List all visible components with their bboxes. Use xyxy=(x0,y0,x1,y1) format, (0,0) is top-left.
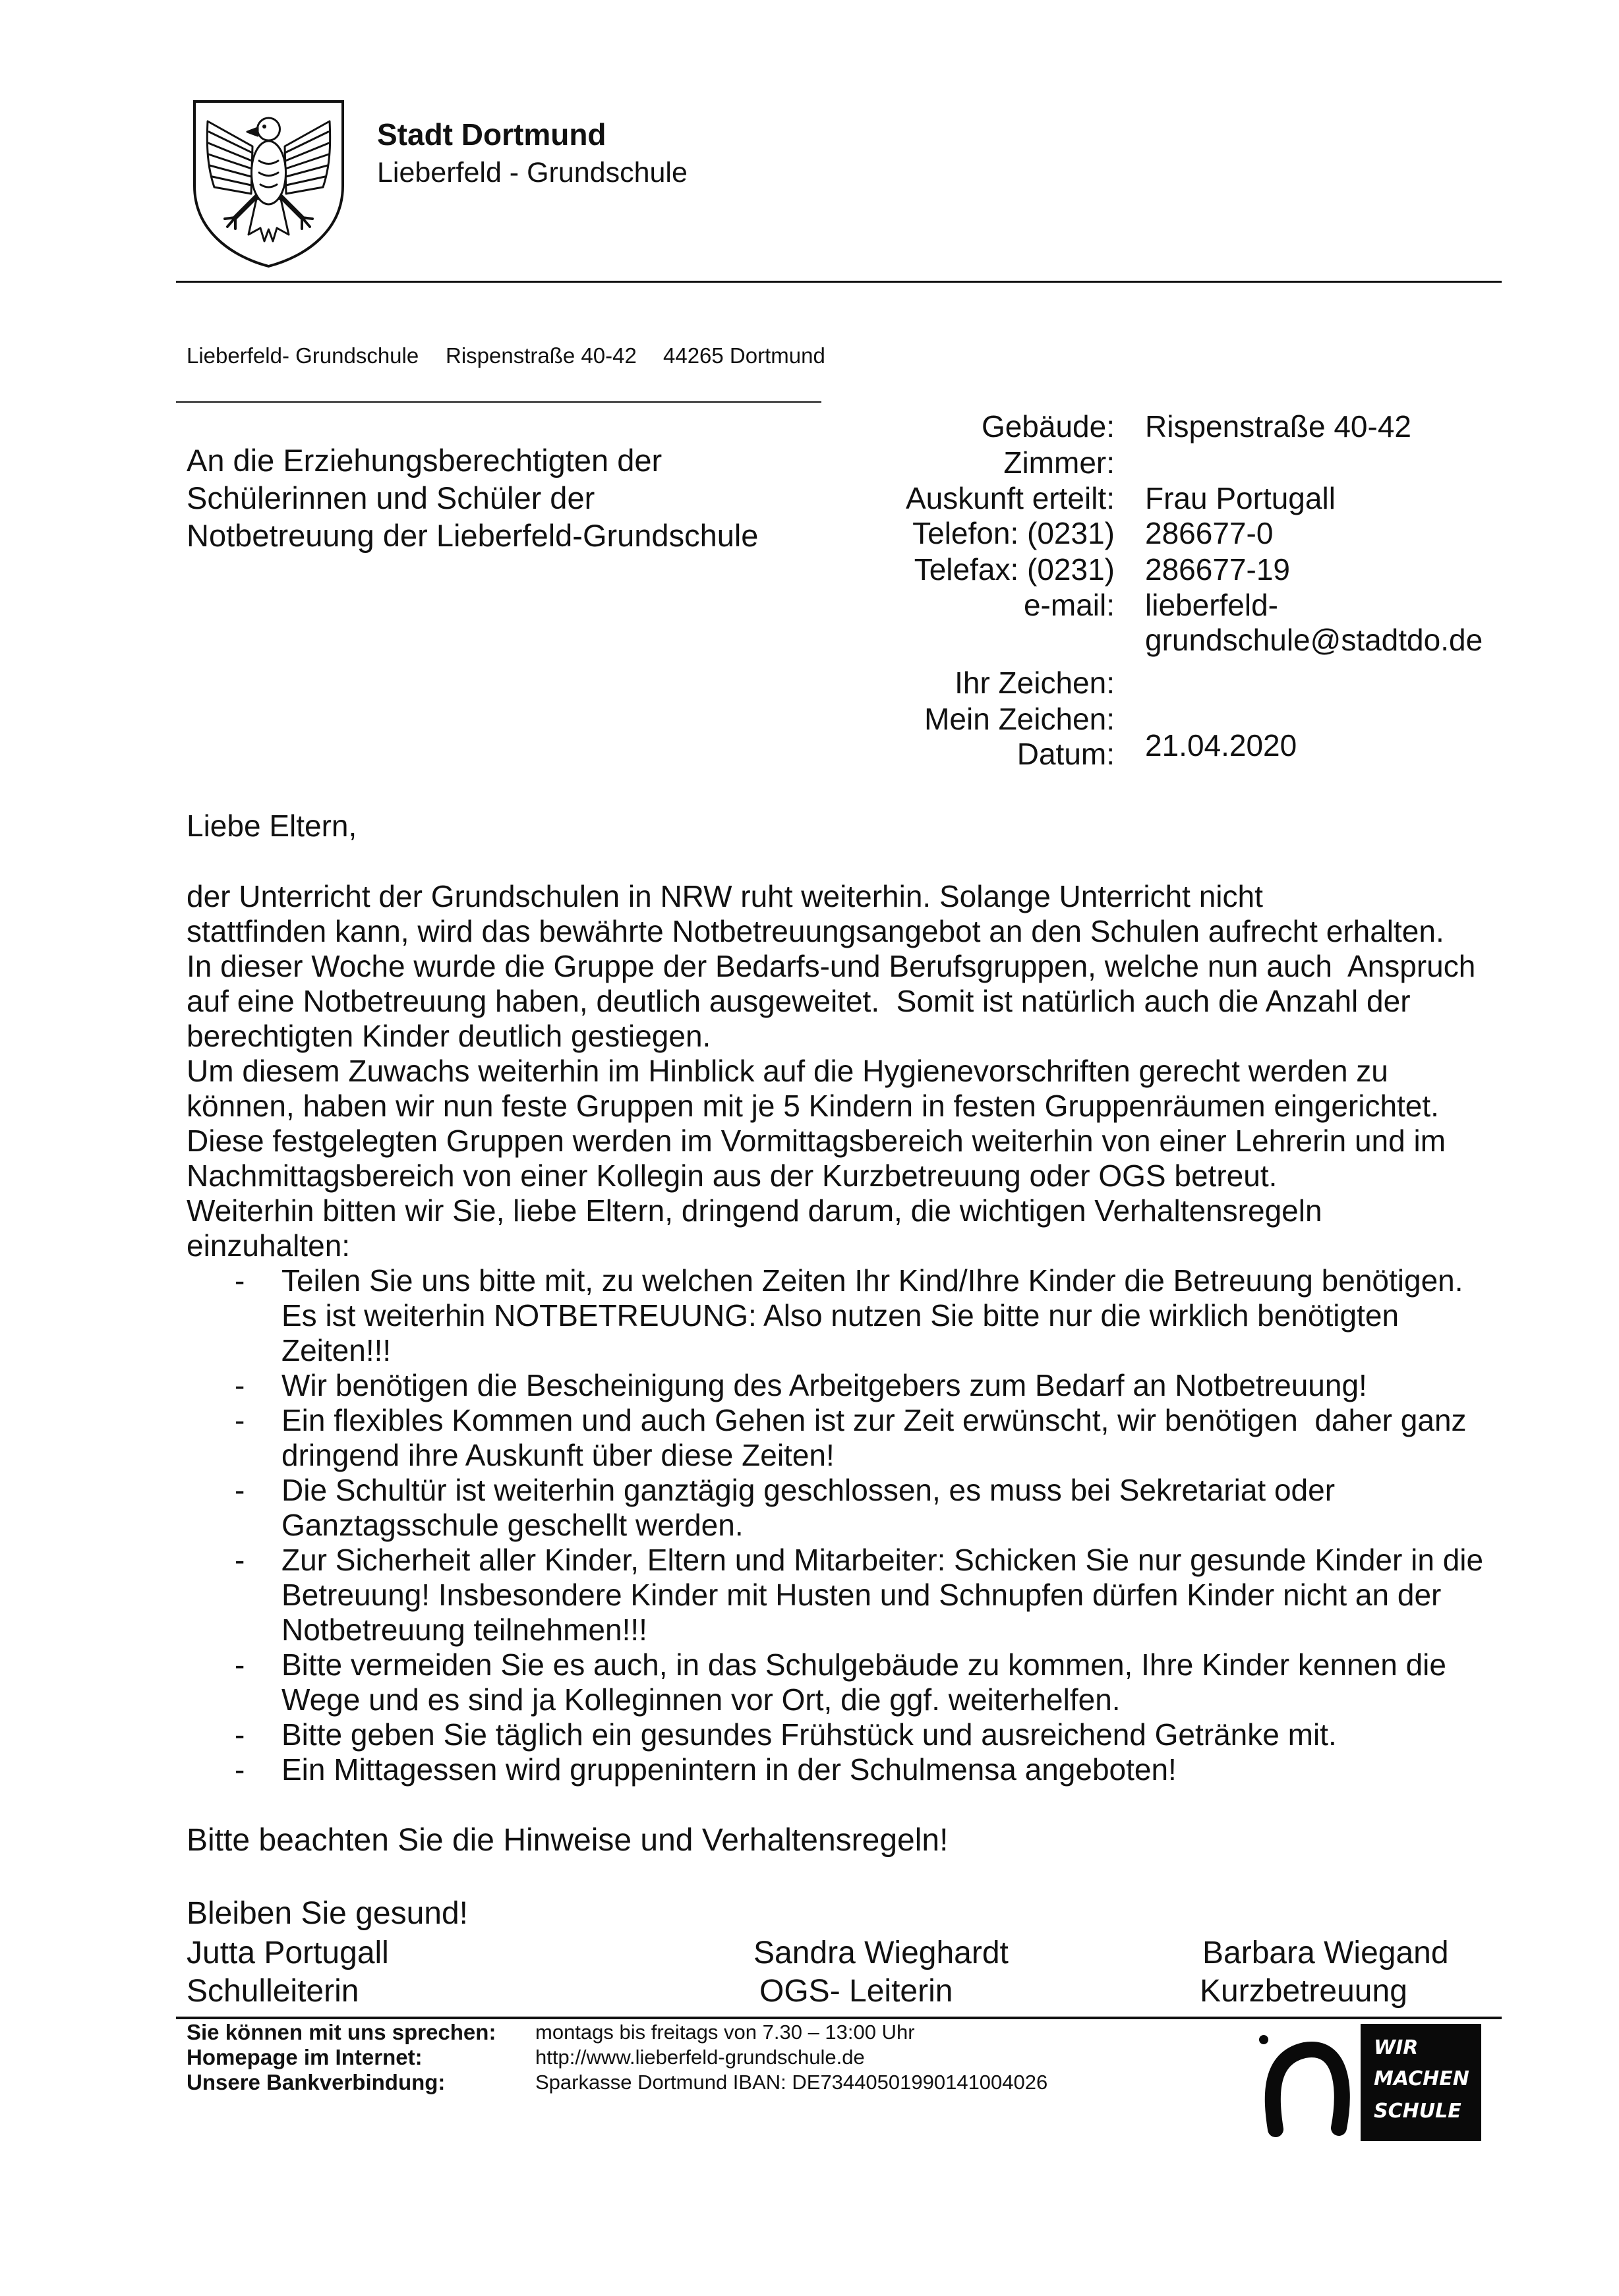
letterhead-city: Stadt Dortmund xyxy=(377,117,606,152)
body-line: können, haben wir nun feste Gruppen mit je 5 Kindern in festen Gruppenräumen eingerichtet. xyxy=(187,1089,1439,1123)
body-line: der Unterricht der Grundschulen in NRW ruht weiterhin. Solange Unterricht nicht xyxy=(187,879,1263,913)
info-date-value: 21.04.2020 xyxy=(1145,728,1297,762)
recipient-line: An die Erziehungsberechtigten der xyxy=(187,443,662,478)
info-email-value-continued: grundschule@stadtdo.de xyxy=(1145,623,1483,657)
info-your-ref-label: Ihr Zeichen: xyxy=(955,666,1115,700)
signature-name: Barbara Wiegand xyxy=(1202,1936,1449,1970)
bullet-line: Die Schultür ist weiterhin ganztägig geschlossen, es muss bei Sekretariat oder xyxy=(281,1473,1336,1507)
footer-hours-label: Sie können mit uns sprechen: xyxy=(187,2020,496,2044)
info-phone-value: 286677-0 xyxy=(1145,516,1274,550)
info-fax-label: Telefax: (0231) xyxy=(914,552,1115,587)
logo-text: MACHEN xyxy=(1374,2067,1469,2090)
body-line: Um diesem Zuwachs weiterhin im Hinblick auf die Hygienevorschriften gerecht werden zu xyxy=(187,1054,1388,1088)
signature-role: Kurzbetreuung xyxy=(1200,1974,1407,2009)
bullet-marker: - xyxy=(235,1263,245,1298)
bullet-marker: - xyxy=(235,1403,245,1437)
bullet-line: Wir benötigen die Bescheinigung des Arbeitgebers zum Bedarf an Notbetreuung! xyxy=(281,1368,1367,1402)
bullet-marker: - xyxy=(235,1473,245,1507)
body-line: auf eine Notbetreuung haben, deutlich ausgeweitet. Somit ist natürlich auch die Anzahl der xyxy=(187,984,1411,1018)
signature-name: Sandra Wieghardt xyxy=(753,1936,1009,1970)
recipient-line: Schülerinnen und Schüler der xyxy=(187,480,595,515)
footer-homepage-label: Homepage im Internet: xyxy=(187,2045,423,2069)
info-date-label: Datum: xyxy=(1016,737,1115,771)
body-line: Diese festgelegten Gruppen werden im Vormittagsbereich weiterhin von einer Lehrerin und im xyxy=(187,1124,1446,1158)
closing-note: Bitte beachten Sie die Hinweise und Verhaltensregeln! xyxy=(187,1823,949,1858)
logo-text: SCHULE xyxy=(1374,2100,1461,2123)
salutation: Liebe Eltern, xyxy=(187,809,357,843)
bullet-item xyxy=(187,1403,1483,1473)
bullet-marker: - xyxy=(235,1648,245,1682)
bullet-line: Bitte geben Sie täglich ein gesundes Frühstück und ausreichend Getränke mit. xyxy=(281,1717,1337,1752)
bullet-line: dringend ihre Auskunft über diese Zeiten! xyxy=(281,1438,835,1472)
letter-body xyxy=(187,879,1483,1787)
body-line: In dieser Woche wurde die Gruppe der Bedarfs-und Berufsgruppen, welche nun auch Anspruch xyxy=(187,949,1476,983)
bullet-item xyxy=(187,1368,1483,1403)
signature-role: Schulleiterin xyxy=(187,1974,359,2009)
body-line: einzuhalten: xyxy=(187,1228,351,1263)
bullet-line: Zeiten!!! xyxy=(281,1333,392,1367)
info-building-value: Rispenstraße 40-42 xyxy=(1145,409,1411,444)
sender-school: Lieberfeld- Grundschule xyxy=(187,343,419,368)
wir-machen-schule-logo-icon xyxy=(1247,2024,1481,2141)
bullet-marker: - xyxy=(235,1752,245,1787)
bullet-item xyxy=(187,1648,1483,1717)
logo-text: WIR xyxy=(1374,2036,1419,2059)
body-line: berechtigten Kinder deutlich gestiegen. xyxy=(187,1019,711,1053)
info-email-value: lieberfeld- xyxy=(1145,588,1278,622)
info-email-label: e-mail: xyxy=(1023,588,1115,622)
body-line: Nachmittagsbereich von einer Kollegin aus der Kurzbetreuung oder OGS betreut. xyxy=(187,1159,1278,1193)
info-building-label: Gebäude: xyxy=(981,409,1115,444)
bullet-marker: - xyxy=(235,1368,245,1402)
bullet-line: Ganztagsschule geschellt werden. xyxy=(281,1508,744,1542)
bullet-item xyxy=(187,1473,1483,1543)
bullet-line: Teilen Sie uns bitte mit, zu welchen Zeiten Ihr Kind/Ihre Kinder die Betreuung benötigen. xyxy=(281,1263,1463,1298)
info-contact-label: Auskunft erteilt: xyxy=(905,481,1115,515)
footer-divider xyxy=(176,2017,1502,2019)
bullet-line: Wege und es sind ja Kolleginnen vor Ort, die ggf. weiterhelfen. xyxy=(281,1682,1121,1717)
sender-city: 44265 Dortmund xyxy=(663,343,825,368)
body-line: Weiterhin bitten wir Sie, liebe Eltern, dringend darum, die wichtigen Verhaltensregeln xyxy=(187,1193,1322,1228)
bullet-item xyxy=(187,1752,1483,1787)
footer-bank-value: Sparkasse Dortmund IBAN: DE73440501990141004026 xyxy=(535,2071,1048,2094)
recipient-line: Notbetreuung der Lieberfeld-Grundschule xyxy=(187,518,759,553)
bullet-item xyxy=(187,1717,1483,1752)
bullet-line: Zur Sicherheit aller Kinder, Eltern und Mitarbeiter: Schicken Sie nur gesunde Kinder in die xyxy=(281,1543,1484,1577)
bullet-line: Ein flexibles Kommen und auch Gehen ist zur Zeit erwünscht, wir benötigen daher ganz xyxy=(281,1403,1467,1437)
bullet-item xyxy=(187,1543,1483,1648)
bullet-line: Ein Mittagessen wird gruppenintern in der Schulmensa angeboten! xyxy=(281,1752,1177,1787)
bullet-marker: - xyxy=(235,1717,245,1752)
bullet-item xyxy=(187,1263,1483,1368)
bullet-line: Notbetreuung teilnehmen!!! xyxy=(281,1613,647,1647)
info-fax-value: 286677-19 xyxy=(1145,552,1290,587)
bullet-line: Bitte vermeiden Sie es auch, in das Schulgebäude zu kommen, Ihre Kinder kennen die xyxy=(281,1648,1446,1682)
info-my-ref-label: Mein Zeichen: xyxy=(924,702,1115,736)
body-line: stattfinden kann, wird das bewährte Notbetreuungsangebot an den Schulen aufrecht erhalten. xyxy=(187,914,1444,948)
footer-hours-value: montags bis freitags von 7.30 – 13:00 Uhr xyxy=(535,2021,915,2044)
letterhead-divider xyxy=(176,281,1502,283)
bullet-line: Betreuung! Insbesondere Kinder mit Husten und Schnupfen dürfen Kinder nicht an der xyxy=(281,1578,1442,1612)
bullet-marker: - xyxy=(235,1543,245,1577)
closing-greeting: Bleiben Sie gesund! xyxy=(187,1896,468,1931)
info-contact-value: Frau Portugall xyxy=(1145,481,1336,515)
sender-underline xyxy=(176,401,821,403)
info-phone-label: Telefon: (0231) xyxy=(912,516,1115,550)
footer-bank-label: Unsere Bankverbindung: xyxy=(187,2070,446,2094)
info-room-label: Zimmer: xyxy=(1003,445,1115,480)
letterhead-school: Lieberfeld - Grundschule xyxy=(377,157,688,188)
sender-street: Rispenstraße 40-42 xyxy=(446,343,637,368)
signature-name: Jutta Portugall xyxy=(187,1936,389,1970)
dortmund-eagle-emblem-icon xyxy=(188,95,349,271)
signature-role: OGS- Leiterin xyxy=(759,1974,953,2009)
recipient-address xyxy=(187,442,758,554)
footer-homepage-value: http://www.lieberfeld-grundschule.de xyxy=(535,2046,865,2069)
bullet-line: Es ist weiterhin NOTBETREUUNG: Also nutzen Sie bitte nur die wirklich benötigten xyxy=(281,1298,1399,1333)
